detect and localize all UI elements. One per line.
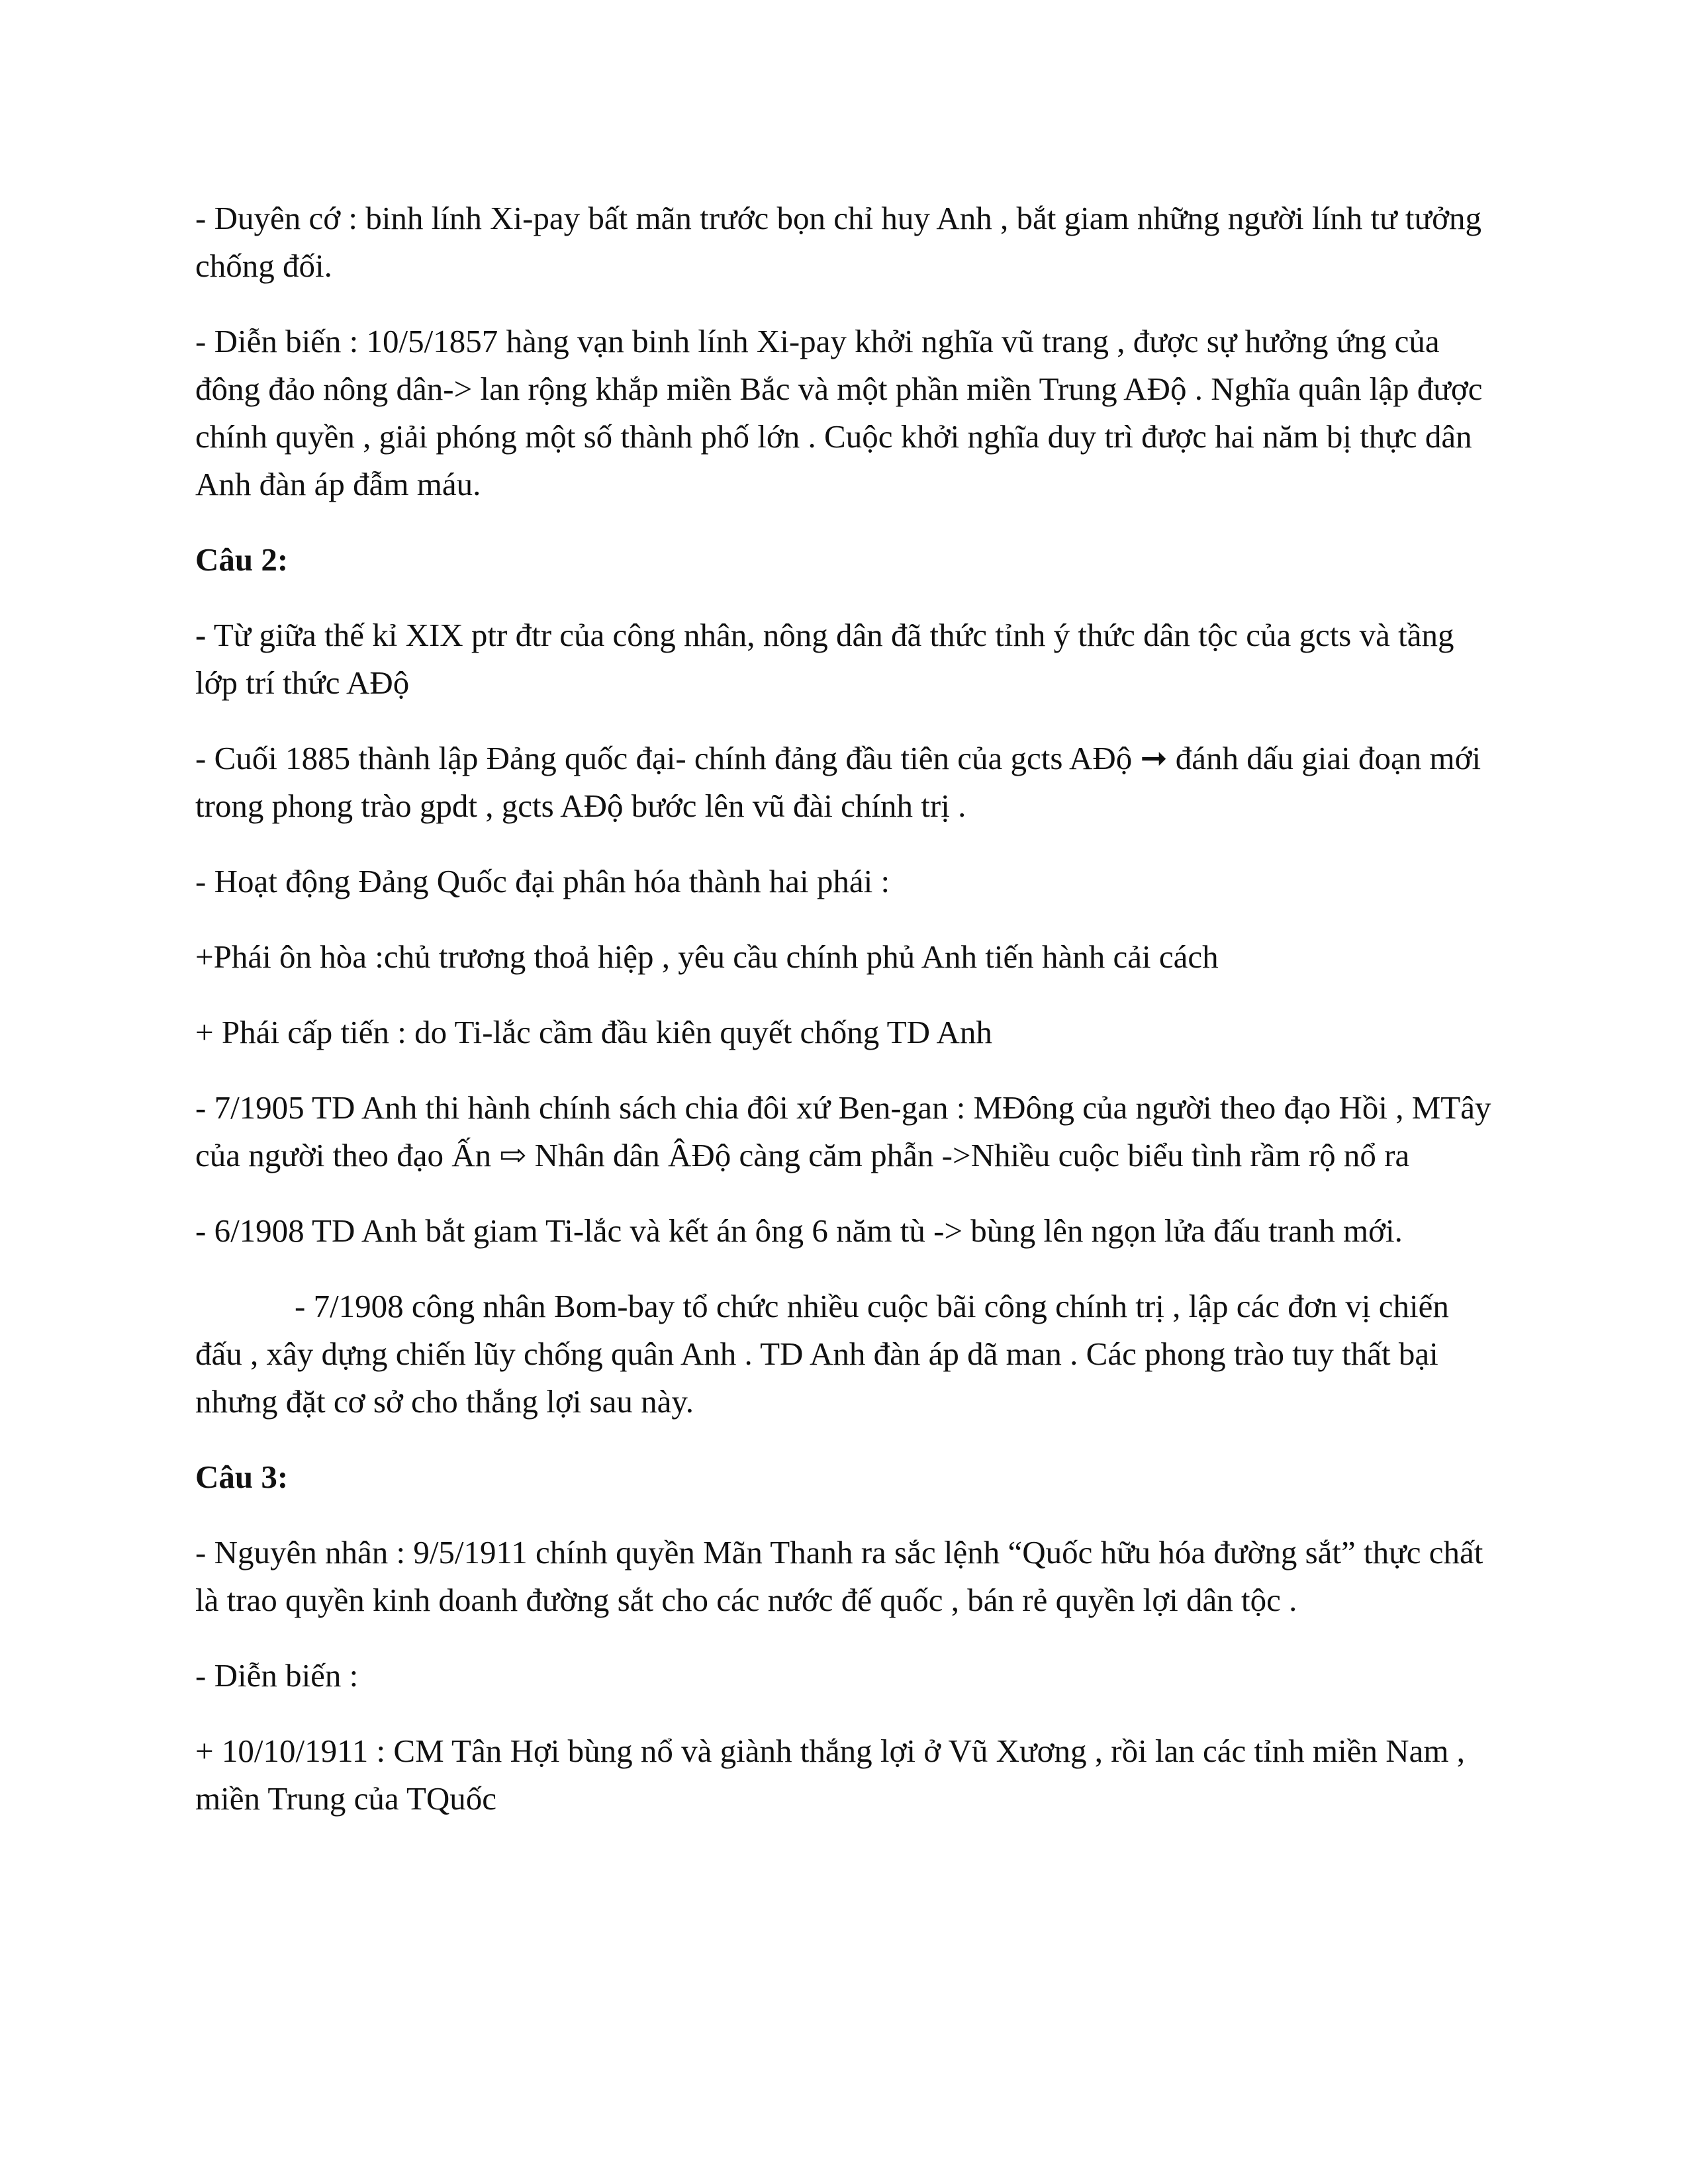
heading-cau-3: Câu 3: xyxy=(195,1459,289,1495)
paragraph-dien-bien-label: - Diễn biến : xyxy=(195,1657,359,1694)
paragraph-nguyen-nhan: - Nguyên nhân : 9/5/1911 chính quyền Mãn Thanh ra sắc lệnh “Quốc hữu hóa đường sắt” thực chất là trao quyền kinh doanh đường sắt cho các nước đế quốc , bán rẻ quyền lợi dân tộc . xyxy=(195,1534,1483,1618)
heading-cau-2: Câu 2: xyxy=(195,541,289,578)
document-page xyxy=(195,195,1493,1850)
paragraph-dien-bien-1857: - Diễn biến : 10/5/1857 hàng vạn binh lính Xi-pay khởi nghĩa vũ trang , được sự hưởng ứng của đông đảo nông dân-> lan rộng khắp miền Bắc và một phần miền Trung AĐộ . Nghĩa quân lập được chính quyền , giải phóng một số thành phố lớn . Cuộc khởi nghĩa duy trì được hai năm bị thực dân Anh đàn áp đẫm máu. xyxy=(195,323,1483,502)
paragraph-hoat-dong-dang: - Hoạt động Đảng Quốc đại phân hóa thành hai phái : xyxy=(195,863,890,899)
paragraph-duyen-co: - Duyên cớ : binh lính Xi-pay bất mãn trước bọn chỉ huy Anh , bắt giam những người lính tư tưởng chống đối. xyxy=(195,200,1482,284)
paragraph-6-1908: - 6/1908 TD Anh bắt giam Ti-lắc và kết án ông 6 năm tù -> bùng lên ngọn lửa đấu tranh mới. xyxy=(195,1212,1403,1249)
paragraph-7-1908: - 7/1908 công nhân Bom-bay tổ chức nhiều cuộc bãi công chính trị , lập các đơn vị chiến đấu , xây dựng chiến lũy chống quân Anh . TD Anh đàn áp dã man . Các phong trào tuy thất bại nhưng đặt cơ sở cho thắng lợi sau này. xyxy=(195,1288,1449,1420)
bold-dash: - xyxy=(195,617,207,653)
paragraph-7-1905: - 7/1905 TD Anh thi hành chính sách chia đôi xứ Ben-gan : MĐông của người theo đạo Hồi , MTây của người theo đạo Ấn ⇨ Nhân dân ÂĐộ càng căm phẫn ->Nhiều cuộc biểu tình rầm rộ nổ ra xyxy=(195,1089,1491,1173)
paragraph-cuoi-1885: - Cuối 1885 thành lập Đảng quốc đại- chính đảng đầu tiên của gcts AĐộ ➞ đánh dấu giai đoạn mới trong phong trào gpdt , gcts AĐộ bước lên vũ đài chính trị . xyxy=(195,740,1481,824)
paragraph-giua-the-ki-xix xyxy=(195,612,1493,707)
paragraph-phai-cap-tien: + Phái cấp tiến : do Ti-lắc cầm đầu kiên quyết chống TD Anh xyxy=(195,1014,992,1050)
paragraph-text: Từ giữa thế kỉ XIX ptr đtr của công nhân, nông dân đã thức tỉnh ý thức dân tộc của gcts và tầng lớp trí thức AĐộ xyxy=(195,617,1454,701)
paragraph-phai-on-hoa: +Phái ôn hòa :chủ trương thoả hiệp , yêu cầu chính phủ Anh tiến hành cải cách xyxy=(195,938,1219,975)
paragraph-10-10-1911: + 10/10/1911 : CM Tân Hợi bùng nổ và giành thắng lợi ở Vũ Xương , rồi lan các tỉnh miền Nam , miền Trung của TQuốc xyxy=(195,1733,1465,1817)
